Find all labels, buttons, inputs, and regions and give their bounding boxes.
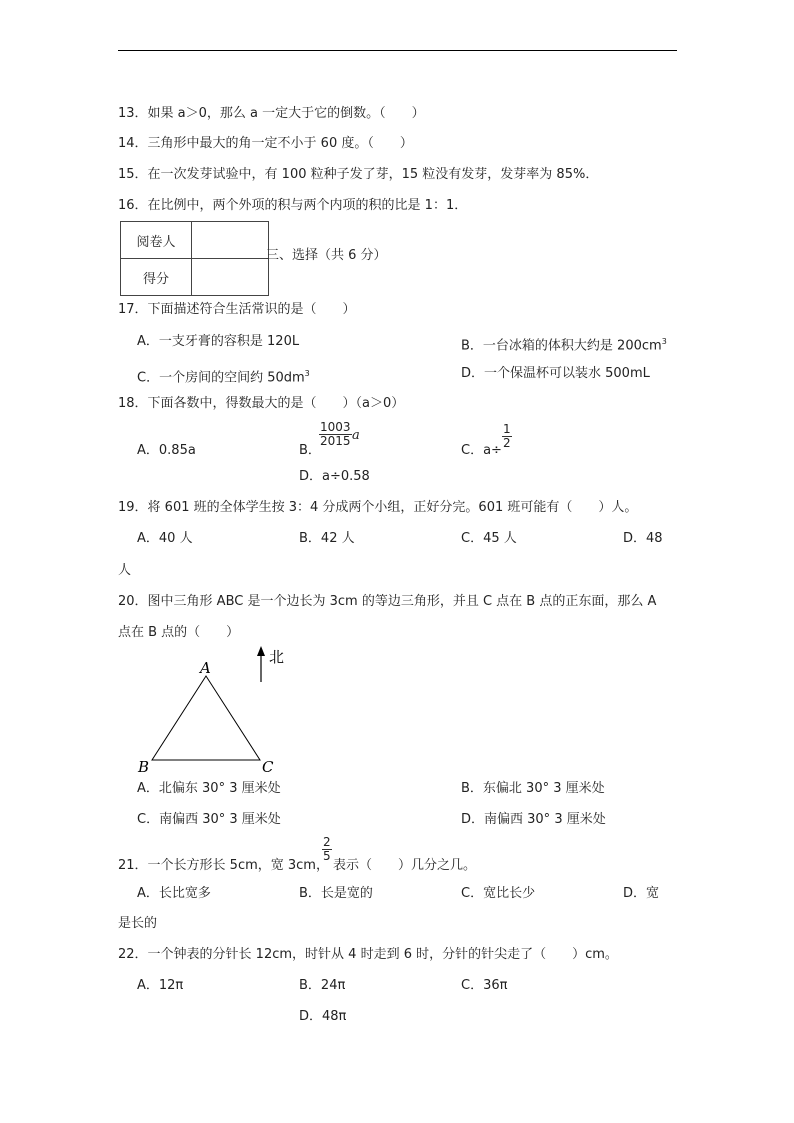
question-15: 15．在一次发芽试验中，有 100 粒种子发了芽，15 粒没有发芽，发芽率为 85%． — [118, 167, 599, 182]
question-22-option-b: B．24π — [299, 978, 346, 993]
question-21-option-d: D．宽 — [623, 886, 660, 901]
question-21-stem-suffix: 表示（ ）几分之几。 — [333, 858, 477, 873]
question-19-option-c: C．45 人 — [461, 531, 517, 546]
question-14: 14．三角形中最大的角一定不小于 60 度。（ ） — [118, 136, 413, 151]
question-18-option-d: D．a÷0.58 — [299, 469, 370, 484]
fraction-numerator: 1 — [503, 422, 511, 436]
question-20-line-1: 20．图中三角形 ABC 是一个边长为 3cm 的等边三角形，并且 C 点在 B 点的正东面，那么 A — [118, 594, 657, 609]
question-22-option-a: A．12π — [137, 978, 184, 993]
score-table — [120, 221, 269, 296]
question-21-option-d-wrap: 是长的 — [118, 916, 158, 931]
option-c-text: C．一个房间的空间约 50dm — [137, 370, 305, 386]
question-17-option-a: A．一支牙膏的容积是 120L — [137, 334, 300, 349]
north-label: 北 — [269, 648, 285, 666]
question-20-option-d: D．南偏西 30° 3 厘米处 — [461, 812, 606, 827]
question-13: 13．如果 a＞0，那么 a 一定大于它的倒数。（ ） — [118, 106, 425, 121]
question-18-option-b-label: B． — [299, 443, 321, 458]
option-b-text: B．一台冰箱的体积大约是 200cm — [461, 338, 662, 354]
question-18-b-fraction — [319, 421, 352, 448]
question-19-option-a: A．40 人 — [137, 531, 193, 546]
fraction-numerator: 1003 — [320, 420, 351, 434]
question-19-option-b: B．42 人 — [299, 531, 355, 546]
fraction-denominator: 5 — [323, 849, 331, 863]
question-21-option-a: A．长比宽多 — [137, 886, 211, 901]
reviewer-blank — [192, 222, 269, 259]
question-17-option-b — [461, 334, 667, 354]
reviewer-label: 阅卷人 — [121, 222, 192, 259]
question-16: 16．在比例中，两个外项的积与两个内项的积的比是 1：1． — [118, 198, 468, 213]
question-22-stem: 22．一个钟表的分针长 12cm，时针从 4 时走到 6 时，分针的针尖走了（ ）cm。 — [118, 947, 618, 962]
fraction-denominator: 2015 — [320, 434, 351, 448]
question-21-option-c: C．宽比长少 — [461, 886, 536, 901]
vertex-c-label: C — [262, 758, 274, 776]
fraction-denominator: 2 — [503, 436, 511, 450]
question-22-option-c: C．36π — [461, 978, 508, 993]
question-19-stem: 19．将 601 班的全体学生按 3：4 分成两个小组，正好分完。601 班可能有（ ）人。 — [118, 500, 638, 515]
superscript: 3 — [661, 337, 667, 346]
question-20-option-a: A．北偏东 30° 3 厘米处 — [137, 781, 281, 796]
question-18-stem: 18．下面各数中，得数最大的是（ ）（a＞0） — [118, 396, 405, 411]
question-20-option-b: B．东偏北 30° 3 厘米处 — [461, 781, 605, 796]
question-18-option-a: A．0.85a — [137, 443, 196, 458]
question-20-option-c: C．南偏西 30° 3 厘米处 — [137, 812, 281, 827]
question-19-option-d: D．48 — [623, 531, 663, 546]
header-rule — [118, 50, 677, 51]
vertex-b-label: B — [138, 758, 150, 776]
score-label: 得分 — [121, 259, 192, 296]
question-18-option-c-label: C．a÷ — [461, 443, 502, 458]
triangle-figure — [130, 642, 300, 777]
question-18-c-fraction — [502, 423, 512, 450]
question-17-stem: 17．下面描述符合生活常识的是（ ） — [118, 302, 356, 317]
question-20-line-2: 点在 B 点的（ ） — [118, 625, 240, 640]
question-18-b-variable: a — [352, 428, 360, 443]
question-17-option-c — [137, 366, 310, 386]
superscript: 3 — [304, 369, 310, 378]
question-22-option-d: D．48π — [299, 1009, 347, 1024]
score-blank — [192, 259, 269, 296]
fraction-numerator: 2 — [323, 835, 331, 849]
question-21-option-b: B．长是宽的 — [299, 886, 373, 901]
section-heading: 三、选择（共 6 分） — [266, 248, 387, 263]
triangle-abc — [152, 676, 260, 760]
question-21-stem-prefix: 21．一个长方形长 5cm，宽 3cm， — [118, 858, 329, 873]
question-21-fraction — [322, 836, 332, 863]
vertex-a-label: A — [200, 659, 211, 677]
question-19-option-d-wrap: 人 — [118, 563, 132, 578]
question-17-option-d: D．一个保温杯可以装水 500mL — [461, 366, 650, 381]
north-arrow-head — [257, 646, 265, 656]
